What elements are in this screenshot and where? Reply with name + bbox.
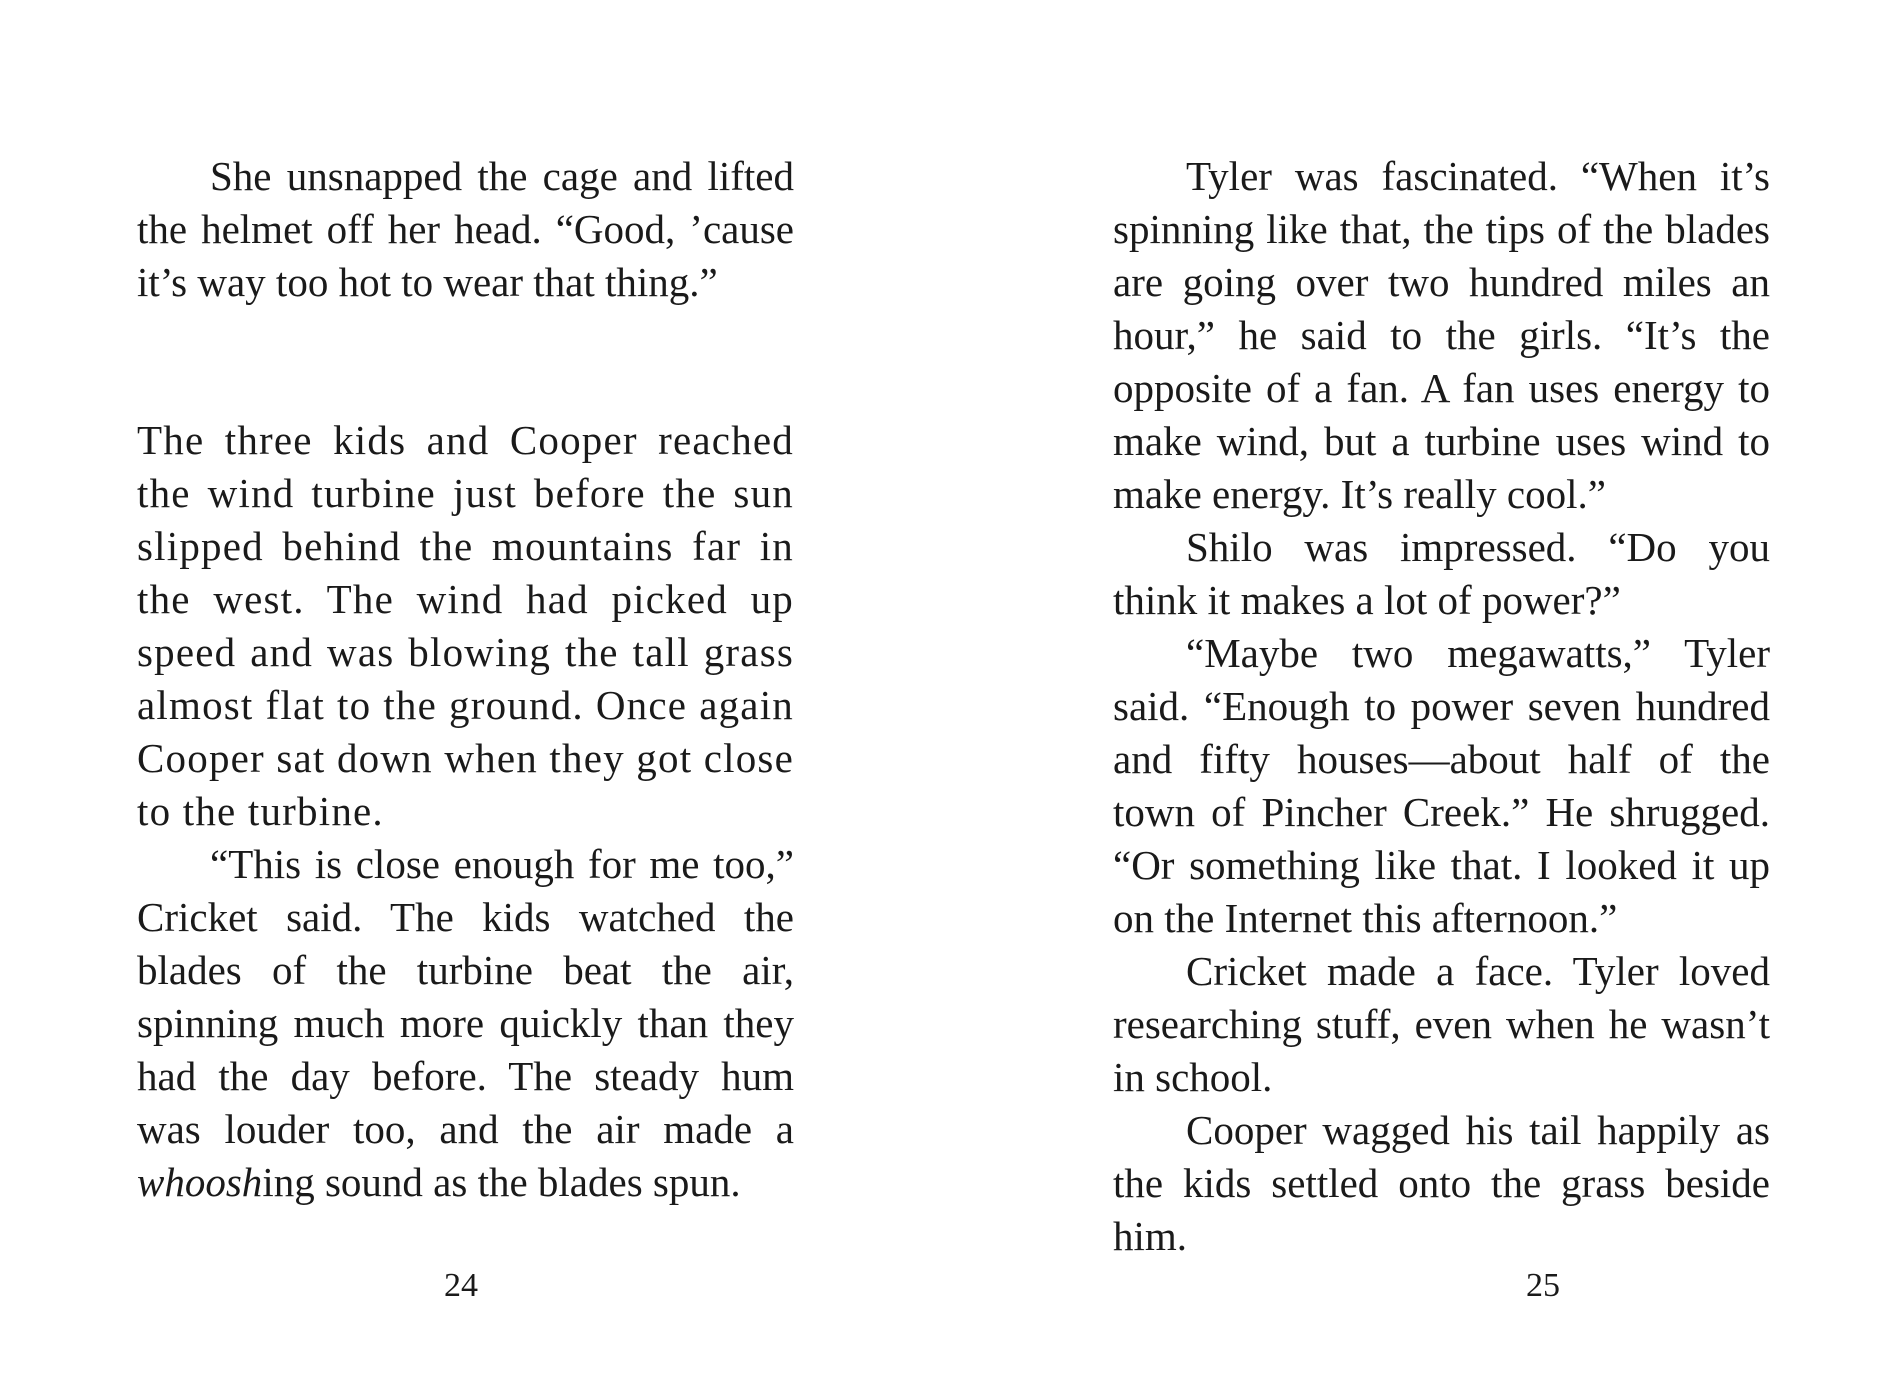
paragraph-tyler-fascinated: Tyler was fascinated. “When it’s spinning like that, the tips of the blades are going over two hundred miles an hour,” he said to the girls. “It’s the opposite of a fan. A fan uses energy to make wind, but a turbine uses wind to make energy. It’s really cool.” bbox=[1113, 153, 1770, 517]
paragraph-scene-break: The three kids and Cooper reached the wind turbine just before the sun slipped behind the mountains far in the west. The wind had picked up speed and was blowing the tall grass almost flat to the ground. Once again Cooper sat down when they got close to the turbine. bbox=[137, 417, 794, 834]
left-bottom-text bbox=[137, 414, 794, 1209]
right-text bbox=[1113, 150, 1770, 1263]
italic-whoosh: whoosh bbox=[137, 1159, 263, 1205]
paragraph-megawatts: “Maybe two megawatts,” Tyler said. “Enough to power seven hundred and fifty houses—about half of the town of Pincher Creek.” He shrugged. “Or something like that. I looked it up on the Internet this afternoon.” bbox=[1113, 630, 1770, 941]
paragraph-helmet: She unsnapped the cage and lifted the helmet off her head. “Good, ’cause it’s way too hot to wear that thing.” bbox=[137, 153, 794, 305]
page-number-right: 25 bbox=[1526, 1267, 1560, 1304]
right-page bbox=[945, 0, 1890, 1373]
paragraph-shilo-impressed: Shilo was impressed. “Do you think it makes a lot of power?” bbox=[1113, 524, 1770, 623]
paragraph-cricket-face: Cricket made a face. Tyler loved researching stuff, even when he wasn’t in school. bbox=[1113, 948, 1770, 1100]
paragraph-text-before-italic: “This is close enough for me too,” Cricket said. The kids watched the blades of the turbine beat the air, spinning much more quickly than they had the day before. The steady hum was louder too, and the air made a bbox=[137, 841, 794, 1152]
paragraph-text-after-italic: ing sound as the blades spun. bbox=[262, 1159, 741, 1205]
paragraph-cooper-wagged: Cooper wagged his tail happily as the kids settled onto the grass beside him. bbox=[1113, 1107, 1770, 1259]
left-top-text bbox=[137, 150, 794, 309]
page-number-left: 24 bbox=[444, 1267, 478, 1304]
paragraph-close-enough bbox=[137, 838, 794, 1209]
